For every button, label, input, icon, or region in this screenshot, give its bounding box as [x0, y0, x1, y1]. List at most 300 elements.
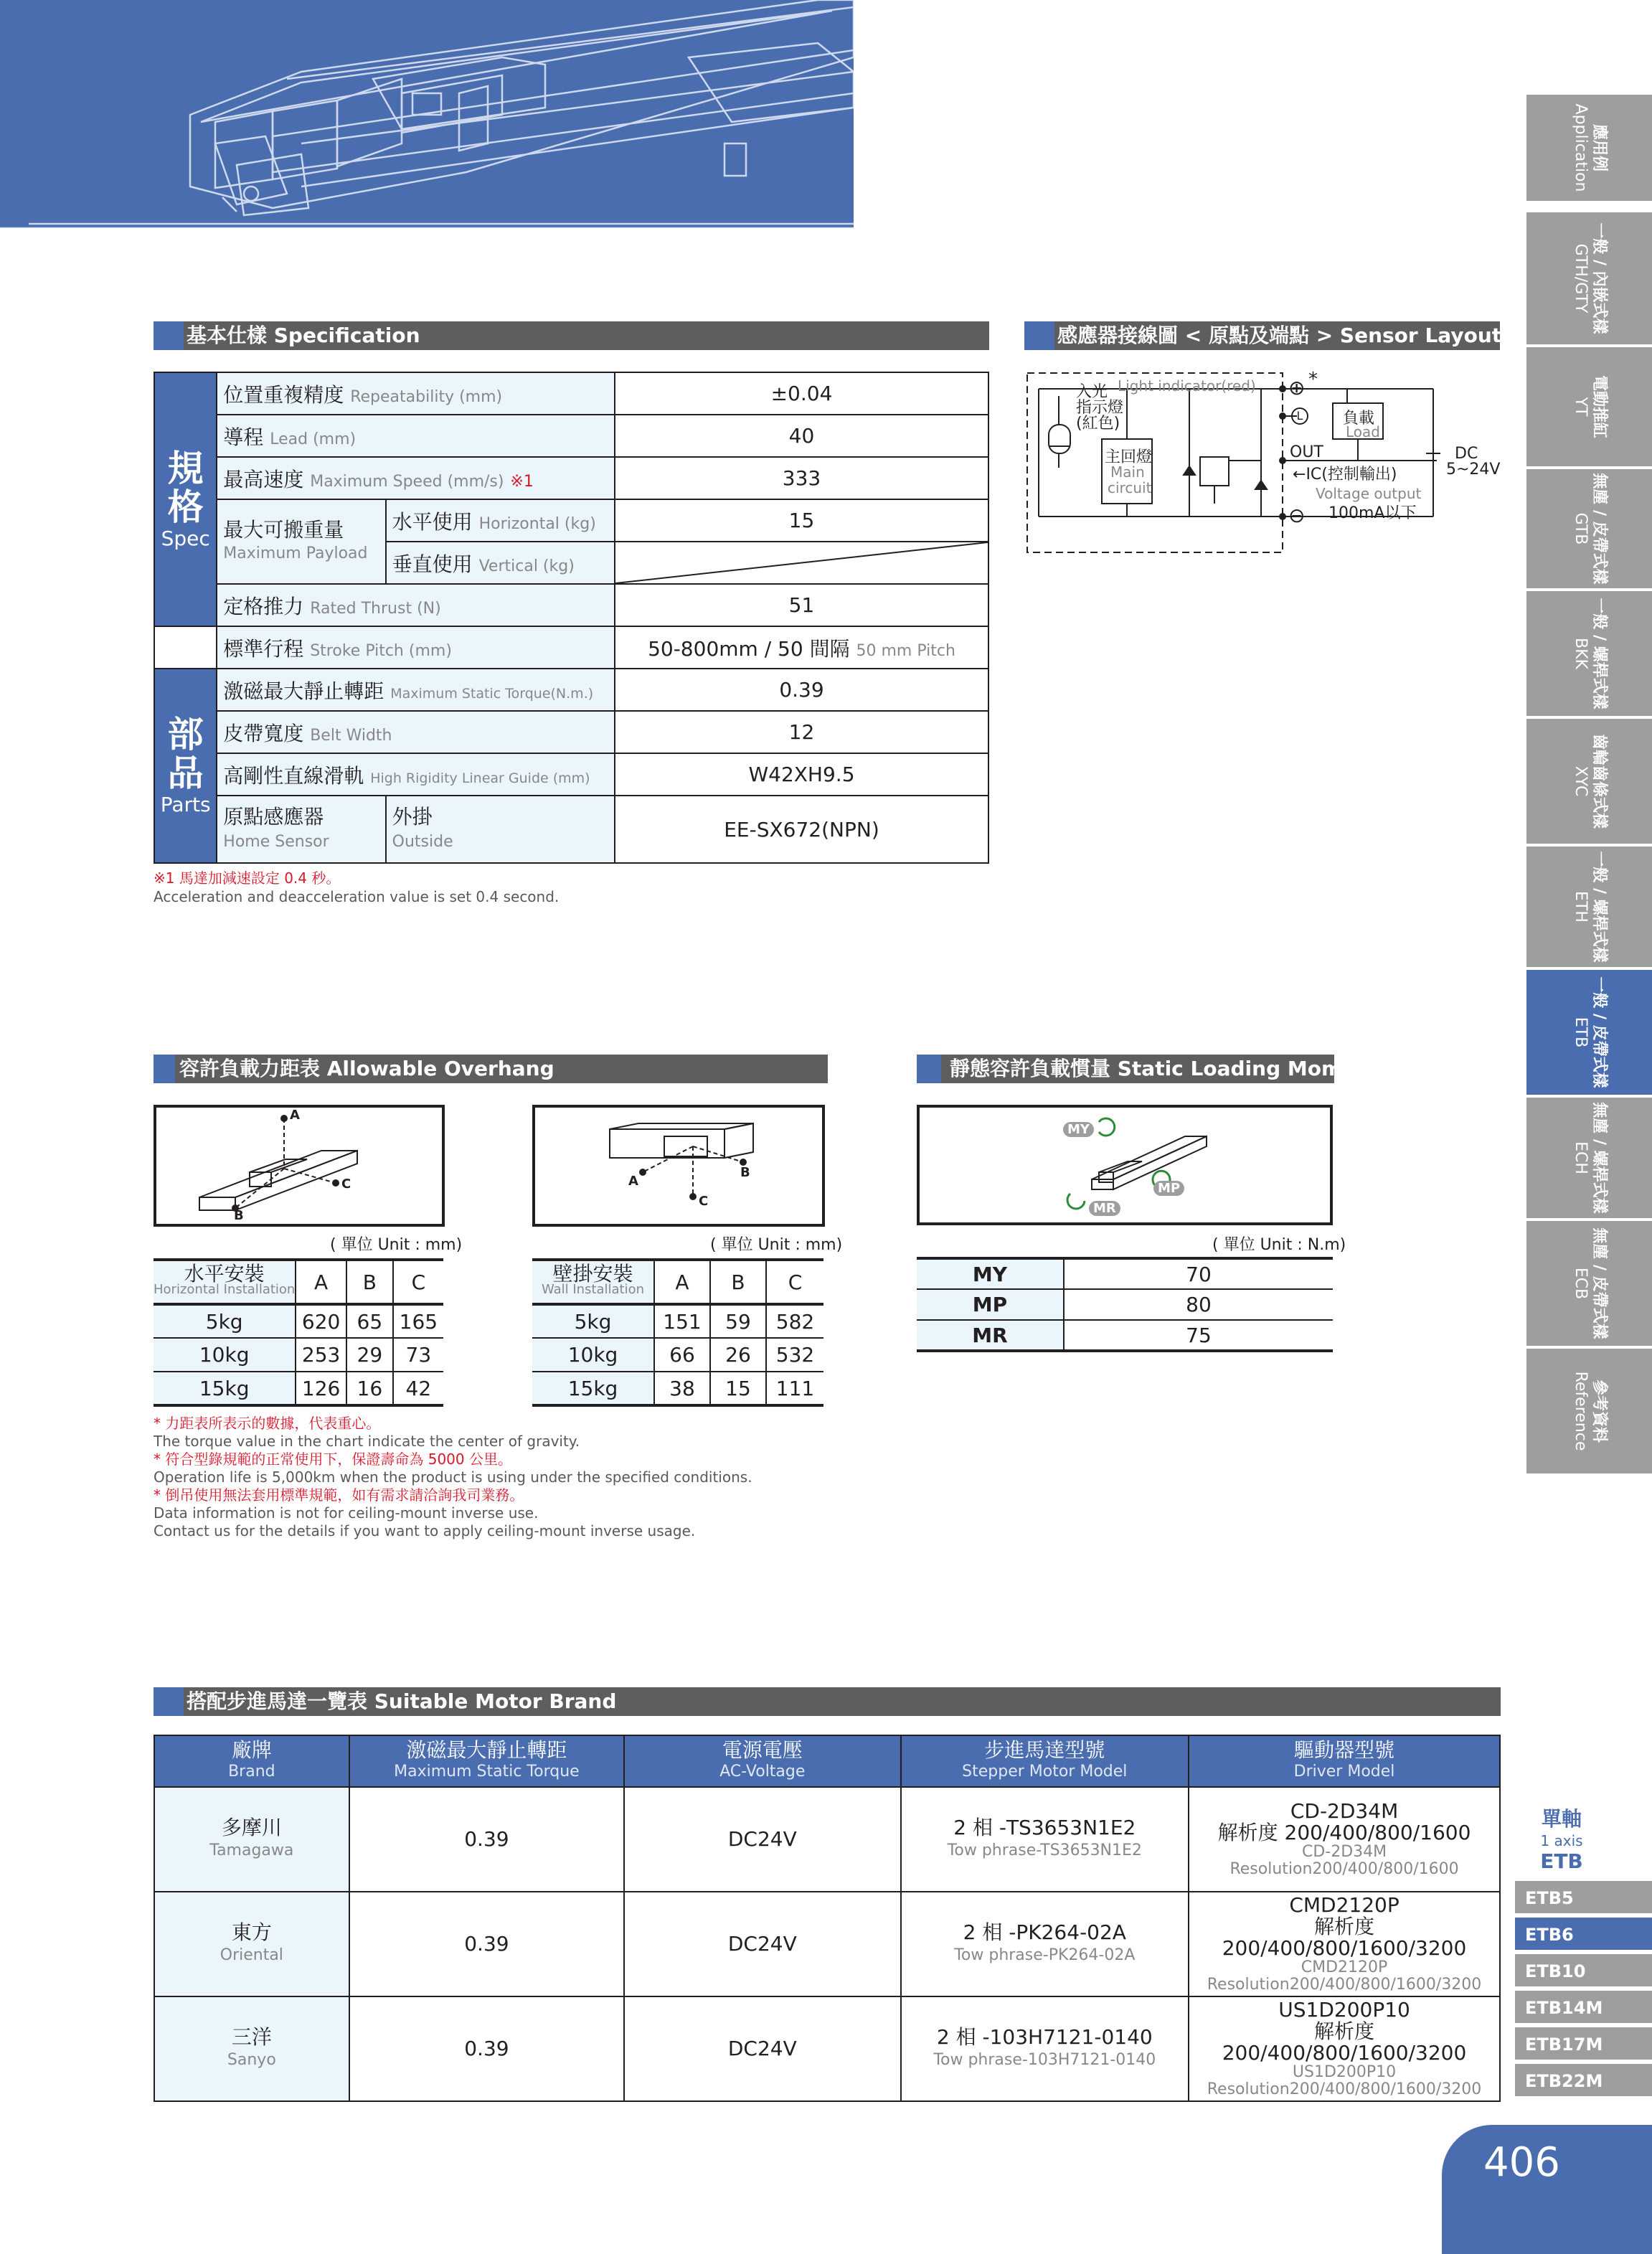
header-en: AC-Voltage: [719, 1763, 806, 1781]
header-en: Stepper Motor Model: [962, 1763, 1128, 1781]
load-label-zh: 負載: [1343, 410, 1375, 428]
my-badge: MY: [1063, 1122, 1094, 1137]
moment-section-title: 靜態容許負載慣量 Static Loading Moment: [950, 1057, 1380, 1080]
tab-application[interactable]: [1526, 95, 1652, 202]
header-zh: 廠牌: [231, 1738, 272, 1762]
label-zh: 最大可搬重量: [223, 517, 344, 542]
torque-cell: 0.39: [349, 1996, 624, 2101]
label-en: Maximum Static Torque(N.m.): [390, 685, 594, 702]
col-header: A: [296, 1260, 346, 1304]
driver-model: CD-2D34M: [1290, 1799, 1399, 1823]
empty-slash: [615, 542, 988, 583]
spec-side-label: [154, 372, 217, 626]
tab-label: [1571, 976, 1608, 1088]
table-cell: 65: [346, 1304, 393, 1338]
table-cell: 582: [766, 1304, 823, 1338]
tab-label: [1571, 375, 1608, 438]
brand-cell: [154, 1996, 349, 2101]
title-en: Wall Installation: [541, 1282, 645, 1297]
driver-model: CMD2120P: [1289, 1893, 1400, 1917]
table-row: [917, 1258, 1333, 1289]
row-label: 10kg: [532, 1338, 654, 1372]
hero-product-illustration: [0, 0, 854, 228]
table-row: [917, 1320, 1333, 1351]
sensor-wiring-diagram: [1024, 367, 1501, 555]
model-cell: [901, 1892, 1189, 1996]
moment-figure: [917, 1105, 1333, 1225]
tab-xyc[interactable]: [1526, 719, 1652, 845]
col-header: [901, 1735, 1189, 1787]
tab-label-zh: 應用例: [1590, 123, 1608, 171]
moment-drawing: [920, 1108, 1330, 1222]
tab-label: [1571, 222, 1608, 334]
driver-en: Resolution200/400/800/1600: [1229, 1860, 1459, 1878]
brand-en: Tamagawa: [209, 1842, 294, 1859]
moment-key: MR: [917, 1320, 1064, 1351]
spec-label-cell: [217, 415, 615, 457]
table-row: [154, 1338, 443, 1372]
brand-zh: 多摩川: [221, 1816, 282, 1839]
moment-table: [917, 1257, 1333, 1352]
spec-section-header: [154, 321, 989, 350]
spec-row: [154, 372, 988, 415]
row-label: 15kg: [532, 1372, 654, 1405]
tab-label: [1571, 734, 1608, 829]
driver-en: CMD2120P: [1301, 1958, 1388, 1976]
tab-label: [1571, 598, 1608, 709]
tab-label-zh: 齒輪齒條式樣: [1590, 733, 1608, 829]
out-terminal-label: OUT: [1290, 443, 1323, 461]
moment-value: 80: [1064, 1289, 1333, 1320]
current-limit-label: 100mA以下: [1328, 504, 1417, 522]
overhang-note: Operation life is 5,000km when the product is using under the specified conditions.: [154, 1468, 752, 1486]
tab-label-zh: 一般 / 螺桿式樣: [1590, 598, 1608, 709]
wall-install-figure: [532, 1105, 825, 1227]
header-accent-bar: [154, 1687, 184, 1716]
spec-value-cell: [615, 626, 988, 669]
table-row: [532, 1304, 823, 1338]
label-en: Vertical (kg): [478, 557, 575, 575]
spec-value-cell: 40: [615, 415, 988, 457]
spec-value-cell: 12: [615, 711, 988, 753]
spec-side-blank: [154, 626, 217, 669]
table-cell: 38: [654, 1372, 710, 1405]
main-circuit-zh: 主回燈: [1105, 448, 1153, 466]
tab-label-en: ETH: [1571, 891, 1590, 923]
tab-reference[interactable]: [1526, 1349, 1652, 1475]
spec-value-empty: [615, 542, 988, 584]
col-header: C: [766, 1260, 823, 1304]
light-indicator-zh: (紅色): [1076, 415, 1120, 433]
table-cell: 29: [346, 1338, 393, 1372]
light-indicator-en: Light indicator(red): [1118, 377, 1256, 395]
tab-label-en: BKK: [1571, 638, 1590, 669]
table-cell: 532: [766, 1338, 823, 1372]
col-header: C: [393, 1260, 443, 1304]
side-label-char: 品: [167, 753, 204, 794]
table-cell: 66: [654, 1338, 710, 1372]
tab-label: [1571, 1372, 1608, 1451]
col-header: [624, 1735, 900, 1787]
page-number: 406: [1442, 2125, 1652, 2254]
model-tab-etb10[interactable]: ETB10: [1515, 1954, 1652, 1989]
header-zh: 激磁最大靜止轉距: [406, 1738, 567, 1762]
header-en: Driver Model: [1293, 1763, 1395, 1781]
title-en: Horizontal Installation: [154, 1282, 296, 1297]
tab-label-zh: 電動推缸: [1590, 374, 1608, 439]
spec-value-cell: 333: [615, 457, 988, 499]
dc-voltage-label: 5~24V: [1446, 461, 1501, 478]
tab-label-en: YT: [1571, 397, 1590, 417]
spec-label-cell: [217, 584, 615, 626]
moment-value: 70: [1064, 1258, 1333, 1289]
axis-series: ETB: [1540, 1849, 1583, 1873]
tab-label-en: Reference: [1571, 1371, 1590, 1451]
model-zh: 2 相 -TS3653N1E2: [953, 1816, 1136, 1839]
main-circuit-en: circuit: [1108, 479, 1152, 496]
model-tab-etb17m[interactable]: ETB17M: [1515, 2027, 1652, 2062]
brand-en: Sanyo: [227, 2051, 276, 2069]
plus-terminal-icon: ⊕: [1288, 376, 1306, 400]
horizontal-unit: ( 單位 Unit : mm): [330, 1236, 463, 1254]
moment-value: 75: [1064, 1320, 1333, 1351]
overhang-note: The torque value in the chart indicate the center of gravity.: [154, 1433, 580, 1450]
model-tab-etb6[interactable]: ETB6: [1515, 1918, 1652, 1952]
header-accent-bar: [154, 321, 184, 350]
value-en: 50 mm Pitch: [856, 641, 955, 660]
ic-label: ←IC(控制輸出): [1293, 466, 1397, 484]
spec-note-en: Acceleration and deacceleration value is set 0.4 second.: [154, 888, 560, 905]
header-en: Brand: [228, 1763, 275, 1781]
table-row: [154, 1304, 443, 1338]
tab-gth-gty[interactable]: [1526, 212, 1652, 346]
tab-label-zh: 參考資料: [1590, 1379, 1608, 1443]
model-tab-etb14m[interactable]: ETB14M: [1515, 1991, 1652, 2025]
header-accent-bar: [154, 1055, 175, 1083]
horizontal-install-drawing: [156, 1108, 442, 1224]
title-zh: 水平安裝: [184, 1262, 265, 1286]
axis-b-label: B: [740, 1165, 750, 1180]
axis-c-label: C: [699, 1194, 709, 1209]
spec-label-cell: [217, 372, 615, 415]
tab-label-en: ECB: [1571, 1267, 1590, 1300]
table-cell: 165: [393, 1304, 443, 1338]
spec-sublabel-cell: [386, 796, 615, 863]
side-label-char: 部: [167, 714, 204, 755]
wall-unit: ( 單位 Unit : mm): [710, 1236, 843, 1254]
spec-label-cell: [217, 626, 615, 669]
driver-resolution: 解析度 200/400/800/1600/3200: [1222, 1915, 1467, 1960]
label-zh: 外掛: [392, 804, 433, 829]
overhang-note: * 力距表所表示的數據，代表重心。: [154, 1415, 381, 1432]
driver-en: CD-2D34M: [1301, 1843, 1387, 1861]
header-accent-bar: [917, 1055, 941, 1083]
label-en: Maximum Payload: [223, 544, 368, 562]
voltage-output-label: Voltage output: [1316, 485, 1422, 502]
table-cell: 59: [710, 1304, 766, 1338]
wall-overhang-table: [532, 1258, 823, 1407]
spec-sublabel-cell: [386, 542, 615, 584]
model-cell: [901, 1996, 1189, 2101]
light-indicator-zh: 指示燈: [1076, 399, 1124, 417]
label-en: Horizontal (kg): [478, 514, 596, 533]
dc-label: DC: [1455, 445, 1478, 463]
driver-cell: [1189, 1996, 1500, 2101]
row-label: 10kg: [154, 1338, 296, 1372]
main-circuit-en: Main: [1110, 463, 1145, 481]
wall-install-drawing: [535, 1108, 822, 1224]
spec-label-cell: [217, 711, 615, 753]
tab-eth[interactable]: [1526, 847, 1652, 968]
label-zh: 原點感應器: [223, 804, 324, 829]
tab-label-zh: 無塵 / 皮帶式樣: [1590, 1227, 1608, 1339]
model-zh: 2 相 -PK264-02A: [963, 1920, 1126, 1944]
driver-en: Resolution200/400/800/1600/3200: [1207, 1976, 1482, 1994]
axis-a-label: A: [290, 1108, 300, 1123]
label-zh: 導程: [223, 425, 264, 449]
label-zh: 皮帶寬度: [223, 721, 304, 745]
motor-brand-table: [154, 1735, 1501, 2102]
tab-label-en: ECH: [1571, 1141, 1590, 1174]
table-row: [917, 1289, 1333, 1320]
tab-label: [1571, 1102, 1608, 1213]
sensor-section-title: 感應器接線圖 < 原點及端點 > Sensor Layout: [1057, 324, 1502, 347]
voltage-cell: DC24V: [624, 1787, 900, 1892]
label-zh: 定格推力: [223, 594, 304, 618]
tab-label: [1571, 851, 1608, 962]
side-label-en: Parts: [160, 793, 211, 816]
tab-gtb[interactable]: [1526, 469, 1652, 590]
tab-label: [1571, 473, 1608, 584]
spec-row: [154, 711, 988, 753]
spec-value-cell: 0.39: [615, 669, 988, 711]
table-row: [532, 1372, 823, 1405]
table-cell: 620: [296, 1304, 346, 1338]
torque-cell: 0.39: [349, 1892, 624, 1996]
sensor-section-header: [1024, 321, 1500, 350]
table-cell: 16: [346, 1372, 393, 1405]
tab-label: [1571, 1227, 1608, 1339]
light-terminal-icon: L: [1291, 407, 1308, 425]
mr-badge: MR: [1089, 1201, 1120, 1216]
spec-row: [154, 415, 988, 457]
label-en: Stroke Pitch (mm): [310, 641, 452, 660]
header-zh: 驅動器型號: [1294, 1738, 1395, 1762]
overhang-note: * 符合型錄規範的正常使用下，保證壽命為 5000 公里。: [154, 1451, 512, 1468]
spec-value-cell: 51: [615, 584, 988, 626]
spec-row: [154, 753, 988, 796]
title-zh: 壁掛安裝: [552, 1262, 633, 1286]
col-header: B: [710, 1260, 766, 1304]
label-en: Outside: [392, 832, 453, 851]
col-header: A: [654, 1260, 710, 1304]
table-header-row: [532, 1260, 823, 1304]
label-zh: 激磁最大靜止轉距: [223, 679, 384, 703]
label-en: Maximum Speed (mm/s): [310, 472, 504, 491]
spec-value-cell: EE-SX672(NPN): [615, 796, 988, 863]
tab-label-zh: 無塵 / 皮帶式樣: [1590, 473, 1608, 585]
label-en: High Rigidity Linear Guide (mm): [370, 770, 590, 786]
spec-table: [154, 372, 989, 864]
moment-key: MP: [917, 1289, 1064, 1320]
spec-note-zh: ※1 馬達加減速設定 0.4 秒。: [154, 869, 341, 887]
table-header-row: [154, 1735, 1500, 1787]
label-zh: 標準行程: [223, 636, 304, 661]
overhang-note: * 倒吊使用無法套用標準規範，如有需求請洽詢我司業務。: [154, 1486, 524, 1504]
tab-bkk[interactable]: [1526, 591, 1652, 717]
model-cell: [901, 1787, 1189, 1892]
row-label: 5kg: [532, 1304, 654, 1338]
overhang-section-title: 容許負載力距表 Allowable Overhang: [179, 1057, 554, 1080]
voltage-cell: DC24V: [624, 1996, 900, 2101]
row-label: 5kg: [154, 1304, 296, 1338]
spec-label-cell: [217, 753, 615, 796]
model-en: Tow phrase-TS3653N1E2: [947, 1842, 1142, 1859]
header-zh: 電源電壓: [722, 1738, 803, 1762]
brand-en: Oriental: [220, 1946, 283, 1964]
table-row: [154, 1892, 1500, 1996]
label-en: Home Sensor: [223, 832, 329, 851]
table-title-cell: [532, 1260, 654, 1304]
axis-a-label: A: [628, 1174, 638, 1189]
table-cell: 26: [710, 1338, 766, 1372]
spec-row: [154, 499, 988, 542]
driver-en: US1D200P10: [1292, 2063, 1397, 2081]
tab-label-zh: 一般 / 皮帶式樣: [1590, 976, 1608, 1088]
moment-unit: ( 單位 Unit : N.m): [1212, 1236, 1346, 1254]
axis-b-label: B: [234, 1208, 244, 1223]
table-cell: 73: [393, 1338, 443, 1372]
motor-section-header: [154, 1687, 1501, 1716]
tab-label-zh: 一般 / 螺桿式樣: [1590, 851, 1608, 963]
table-cell: 42: [393, 1372, 443, 1405]
model-zh: 2 相 -103H7121-0140: [936, 2025, 1153, 2049]
label-en: Rated Thrust (N): [310, 599, 441, 618]
col-header: [1189, 1735, 1500, 1787]
footnote-mark: ※1: [510, 472, 534, 491]
side-label-en: Spec: [161, 526, 210, 550]
col-header: [154, 1735, 349, 1787]
minus-terminal-icon: ⊖: [1288, 504, 1306, 527]
table-row: [532, 1338, 823, 1372]
spec-label-cell: [217, 457, 615, 499]
model-tab-etb22m[interactable]: ETB22M: [1515, 2064, 1652, 2098]
brand-zh: 東方: [231, 1920, 272, 1944]
overhang-note: Contact us for the details if you want to apply ceiling-mount inverse usage.: [154, 1522, 696, 1539]
driver-cell: [1189, 1892, 1500, 1996]
table-header-row: [154, 1260, 443, 1304]
table-cell: 15: [710, 1372, 766, 1405]
tab-label-en: ETB: [1571, 1017, 1590, 1048]
voltage-cell: DC24V: [624, 1892, 900, 1996]
tab-label: [1571, 104, 1608, 192]
moment-key: MY: [917, 1258, 1064, 1289]
horizontal-overhang-table: [154, 1258, 443, 1407]
driver-model: US1D200P10: [1278, 1998, 1410, 2022]
axis-c-label: C: [341, 1176, 351, 1192]
tab-yt[interactable]: [1526, 347, 1652, 468]
mp-badge: MP: [1153, 1181, 1184, 1196]
driver-resolution: 解析度 200/400/800/1600: [1217, 1821, 1471, 1844]
label-en: Belt Width: [310, 726, 392, 745]
axis-label-zh: 單軸: [1541, 1807, 1582, 1831]
tab-ech[interactable]: [1526, 1098, 1652, 1220]
horizontal-install-figure: [154, 1105, 445, 1227]
table-title-cell: [154, 1260, 296, 1304]
table-cell: 253: [296, 1338, 346, 1372]
tab-label-en: Application: [1571, 103, 1590, 192]
brand-cell: [154, 1787, 349, 1892]
col-header: [349, 1735, 624, 1787]
header-accent-bar: [1024, 321, 1054, 350]
driver-cell: [1189, 1787, 1500, 1892]
value-text: 50-800mm / 50 間隔: [648, 636, 850, 661]
terminal-asterisk: *: [1308, 369, 1318, 390]
load-label-en: Load: [1346, 423, 1380, 440]
light-indicator-zh: 入光: [1076, 383, 1108, 401]
model-en: Tow phrase-PK264-02A: [954, 1946, 1136, 1964]
driver-resolution: 解析度 200/400/800/1600/3200: [1222, 2019, 1467, 2065]
spec-row: [154, 626, 988, 669]
overhang-section-header: [154, 1055, 828, 1083]
moment-section-header: [917, 1055, 1380, 1083]
spec-label-cell: [217, 796, 385, 863]
label-zh: 位置重複精度: [223, 382, 344, 407]
table-cell: 111: [766, 1372, 823, 1405]
label-en: Lead (mm): [270, 430, 357, 448]
table-row: [154, 1787, 1500, 1892]
axis-label: [1515, 1803, 1608, 1873]
tab-label-zh: 無塵 / 螺桿式樣: [1590, 1102, 1608, 1214]
tab-label-en: XYC: [1571, 765, 1590, 797]
tab-etb[interactable]: [1526, 970, 1652, 1096]
model-tab-etb5[interactable]: ETB5: [1515, 1881, 1652, 1915]
brand-zh: 三洋: [231, 2025, 272, 2049]
axis-label-en: 1 axis: [1540, 1832, 1583, 1849]
spec-sublabel-cell: [386, 499, 615, 542]
spec-value-cell: ±0.04: [615, 372, 988, 415]
tab-label-zh: 一般 / 內嵌式樣: [1590, 222, 1608, 334]
row-label: 15kg: [154, 1372, 296, 1405]
tab-label-en: GTB: [1571, 512, 1590, 545]
tab-label-en: GTH/GTY: [1571, 243, 1590, 313]
spec-value-cell: 15: [615, 499, 988, 542]
spec-row: [154, 457, 988, 499]
spec-value-cell: W42XH9.5: [615, 753, 988, 796]
driver-en: Resolution200/400/800/1600/3200: [1207, 2080, 1482, 2098]
overhang-note: Data information is not for ceiling-mount inverse use.: [154, 1504, 539, 1522]
side-label-char: 規: [167, 447, 204, 489]
spec-row: [154, 584, 988, 626]
col-header: B: [346, 1260, 393, 1304]
side-label-char: 格: [167, 486, 204, 528]
spec-label-cell: [217, 669, 615, 711]
header-en: Maximum Static Torque: [394, 1763, 580, 1781]
spec-row: [154, 669, 988, 711]
label-zh: 水平使用: [392, 509, 473, 534]
label-en: Repeatability (mm): [350, 387, 503, 406]
table-cell: 126: [296, 1372, 346, 1405]
tab-ecb[interactable]: [1526, 1221, 1652, 1347]
label-zh: 最高速度: [223, 467, 304, 491]
parts-side-label: [154, 669, 217, 863]
spec-row: [154, 796, 988, 863]
header-zh: 步進馬達型號: [984, 1738, 1105, 1762]
label-zh: 高剛性直線滑軌: [223, 763, 364, 788]
table-row: [154, 1372, 443, 1405]
ic-label-text: IC(控制輸出): [1306, 466, 1397, 484]
motor-section-title: 搭配步進馬達一覽表 Suitable Motor Brand: [187, 1689, 617, 1713]
